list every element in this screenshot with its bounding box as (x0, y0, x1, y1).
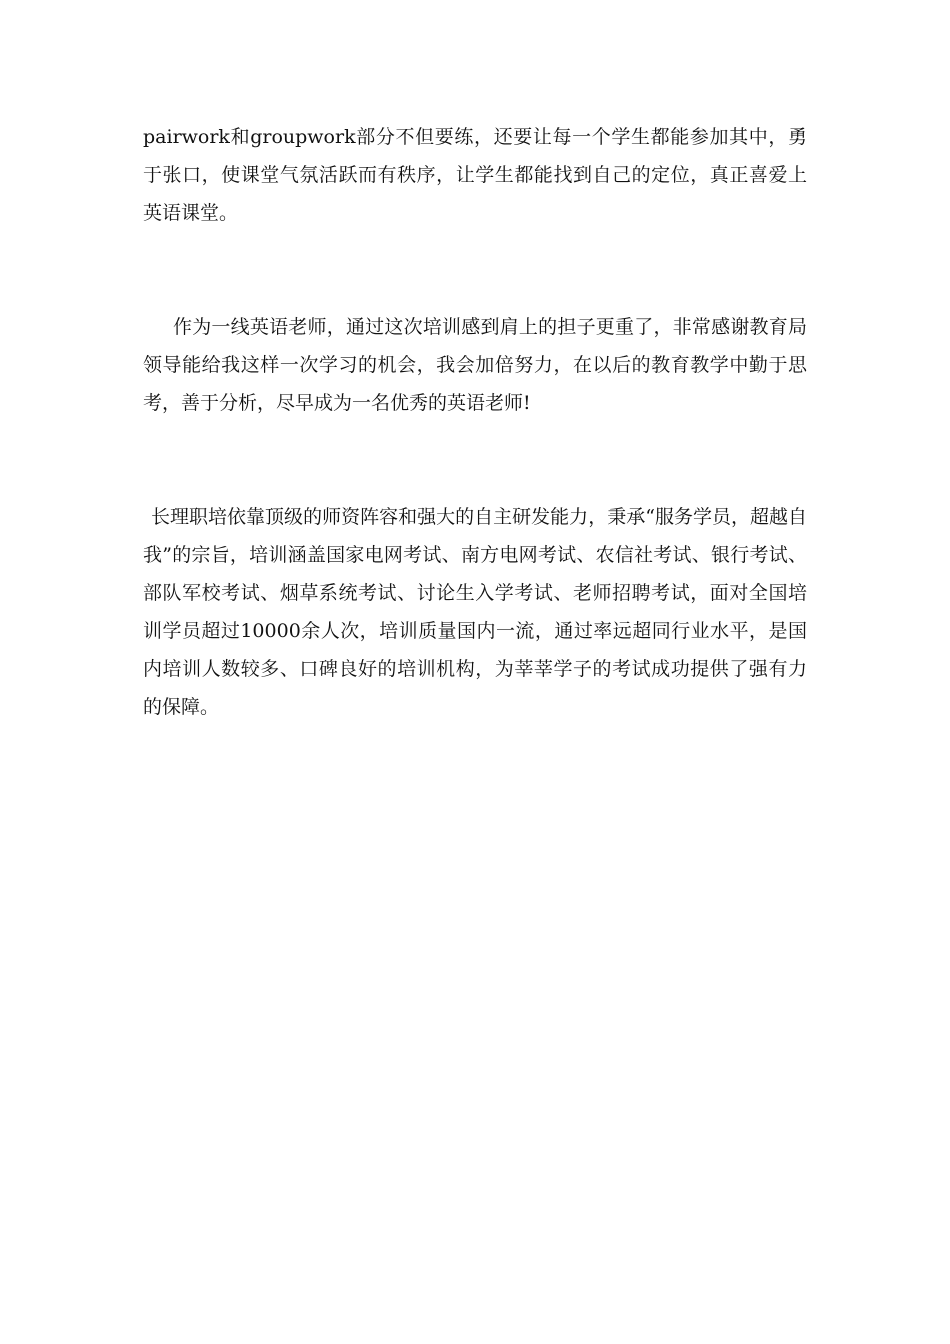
paragraph-training-institution: 长理职培依靠顶级的师资阵容和强大的自主研发能力，秉承“服务学员，超越自我”的宗旨，培训涵盖国家电网考试、南方电网考试、农信社考试、银行考试、部队军校考试、烟草系统考试、讨论生入学考试、老师招聘考试，面对全国培训学员超过10000余人次，培训质量国内一流，通过率远超同行业水平，是国内培训人数较多、口碑良好的培训机构，为莘莘学子的考试成功提供了强有力的保障。 (143, 506, 807, 718)
document-body (143, 118, 807, 726)
paragraph-teacher-reflection: 作为一线英语老师，通过这次培训感到肩上的担子更重了，非常感谢教育局领导能给我这样一次学习的机会，我会加倍努力，在以后的教育教学中勤于思考，善于分析，尽早成为一名优秀的英语老师! (143, 316, 807, 414)
paragraph-pairwork-groupwork: pairwork和groupwork部分不但要练，还要让每一个学生都能参加其中，勇于张口，使课堂气氛活跃而有秩序，让学生都能找到自己的定位，真正喜爱上英语课堂。 (143, 126, 807, 224)
